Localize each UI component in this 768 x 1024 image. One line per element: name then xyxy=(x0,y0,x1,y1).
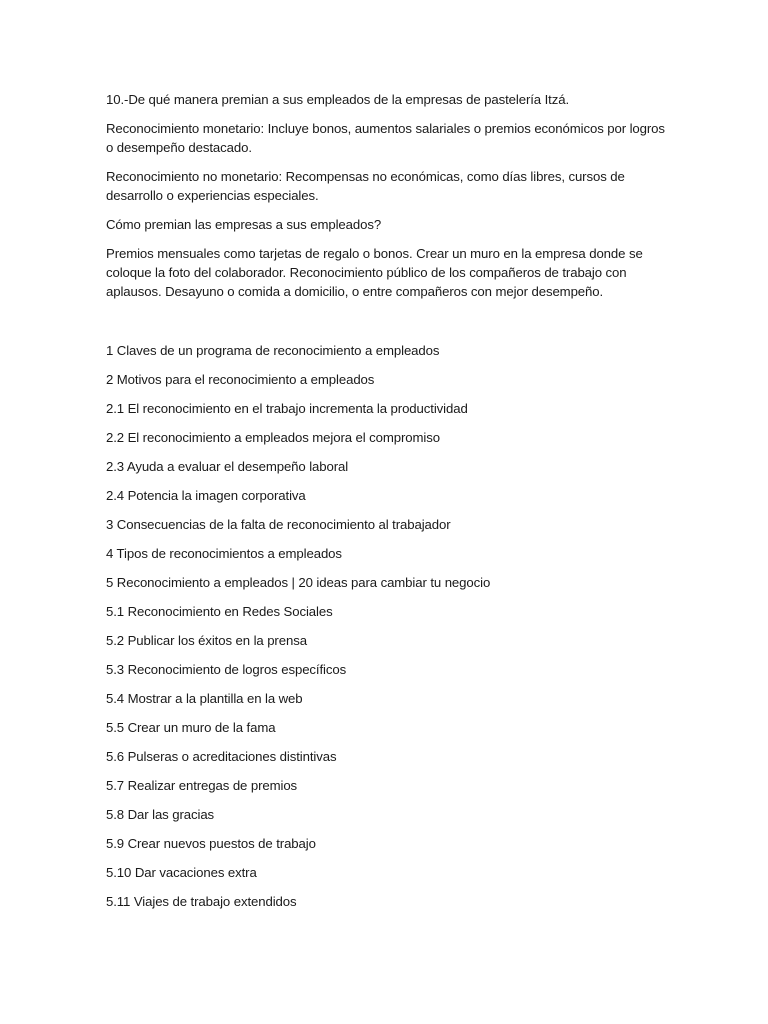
paragraph-monetary: Reconocimiento monetario: Incluye bonos, aumentos salariales o premios económicos por logros o desempeño destacado. xyxy=(106,121,665,155)
toc-item: 5.3 Reconocimiento de logros específicos xyxy=(106,662,347,677)
paragraph-non-monetary: Reconocimiento no monetario: Recompensas no económicas, como días libres, cursos de desarrollo o experiencias especiales. xyxy=(106,169,625,203)
toc-item: 2.4 Potencia la imagen corporativa xyxy=(106,488,306,503)
toc-item: 5.7 Realizar entregas de premios xyxy=(106,778,298,793)
toc-item: 5.1 Reconocimiento en Redes Sociales xyxy=(106,604,333,619)
toc-item: 5.10 Dar vacaciones extra xyxy=(106,865,257,880)
toc-item: 4 Tipos de reconocimientos a empleados xyxy=(106,546,342,561)
blank-line xyxy=(106,311,666,341)
toc-item: 5 Reconocimiento a empleados | 20 ideas para cambiar tu negocio xyxy=(106,575,491,590)
toc-item: 1 Claves de un programa de reconocimiento a empleados xyxy=(106,343,440,358)
question-heading: 10.-De qué manera premian a sus empleados de la empresas de pastelería Itzá. xyxy=(106,92,570,107)
toc-item: 5.9 Crear nuevos puestos de trabajo xyxy=(106,836,316,851)
toc-item: 2.2 El reconocimiento a empleados mejora el compromiso xyxy=(106,430,440,445)
table-of-contents xyxy=(106,341,666,911)
toc-item: 3 Consecuencias de la falta de reconocimiento al trabajador xyxy=(106,517,451,532)
toc-item: 2 Motivos para el reconocimiento a empleados xyxy=(106,372,375,387)
toc-item: 5.5 Crear un muro de la fama xyxy=(106,720,276,735)
toc-item: 2.1 El reconocimiento en el trabajo incrementa la productividad xyxy=(106,401,468,416)
toc-item: 2.3 Ayuda a evaluar el desempeño laboral xyxy=(106,459,349,474)
subheading-question: Cómo premian las empresas a sus empleados? xyxy=(106,217,382,232)
toc-item: 5.4 Mostrar a la plantilla en la web xyxy=(106,691,303,706)
paragraph-examples: Premios mensuales como tarjetas de regalo o bonos. Crear un muro en la empresa donde se coloque la foto del colaborador. Reconocimiento público de los compañeros de trabajo con aplausos. Desayuno o comida a domicilio, o entre compañeros con mejor desempeño. xyxy=(106,246,643,299)
toc-item: 5.8 Dar las gracias xyxy=(106,807,215,822)
toc-item: 5.6 Pulseras o acreditaciones distintivas xyxy=(106,749,337,764)
toc-item: 5.2 Publicar los éxitos en la prensa xyxy=(106,633,307,648)
toc-item: 5.11 Viajes de trabajo extendidos xyxy=(106,894,297,909)
document-page xyxy=(106,90,666,921)
